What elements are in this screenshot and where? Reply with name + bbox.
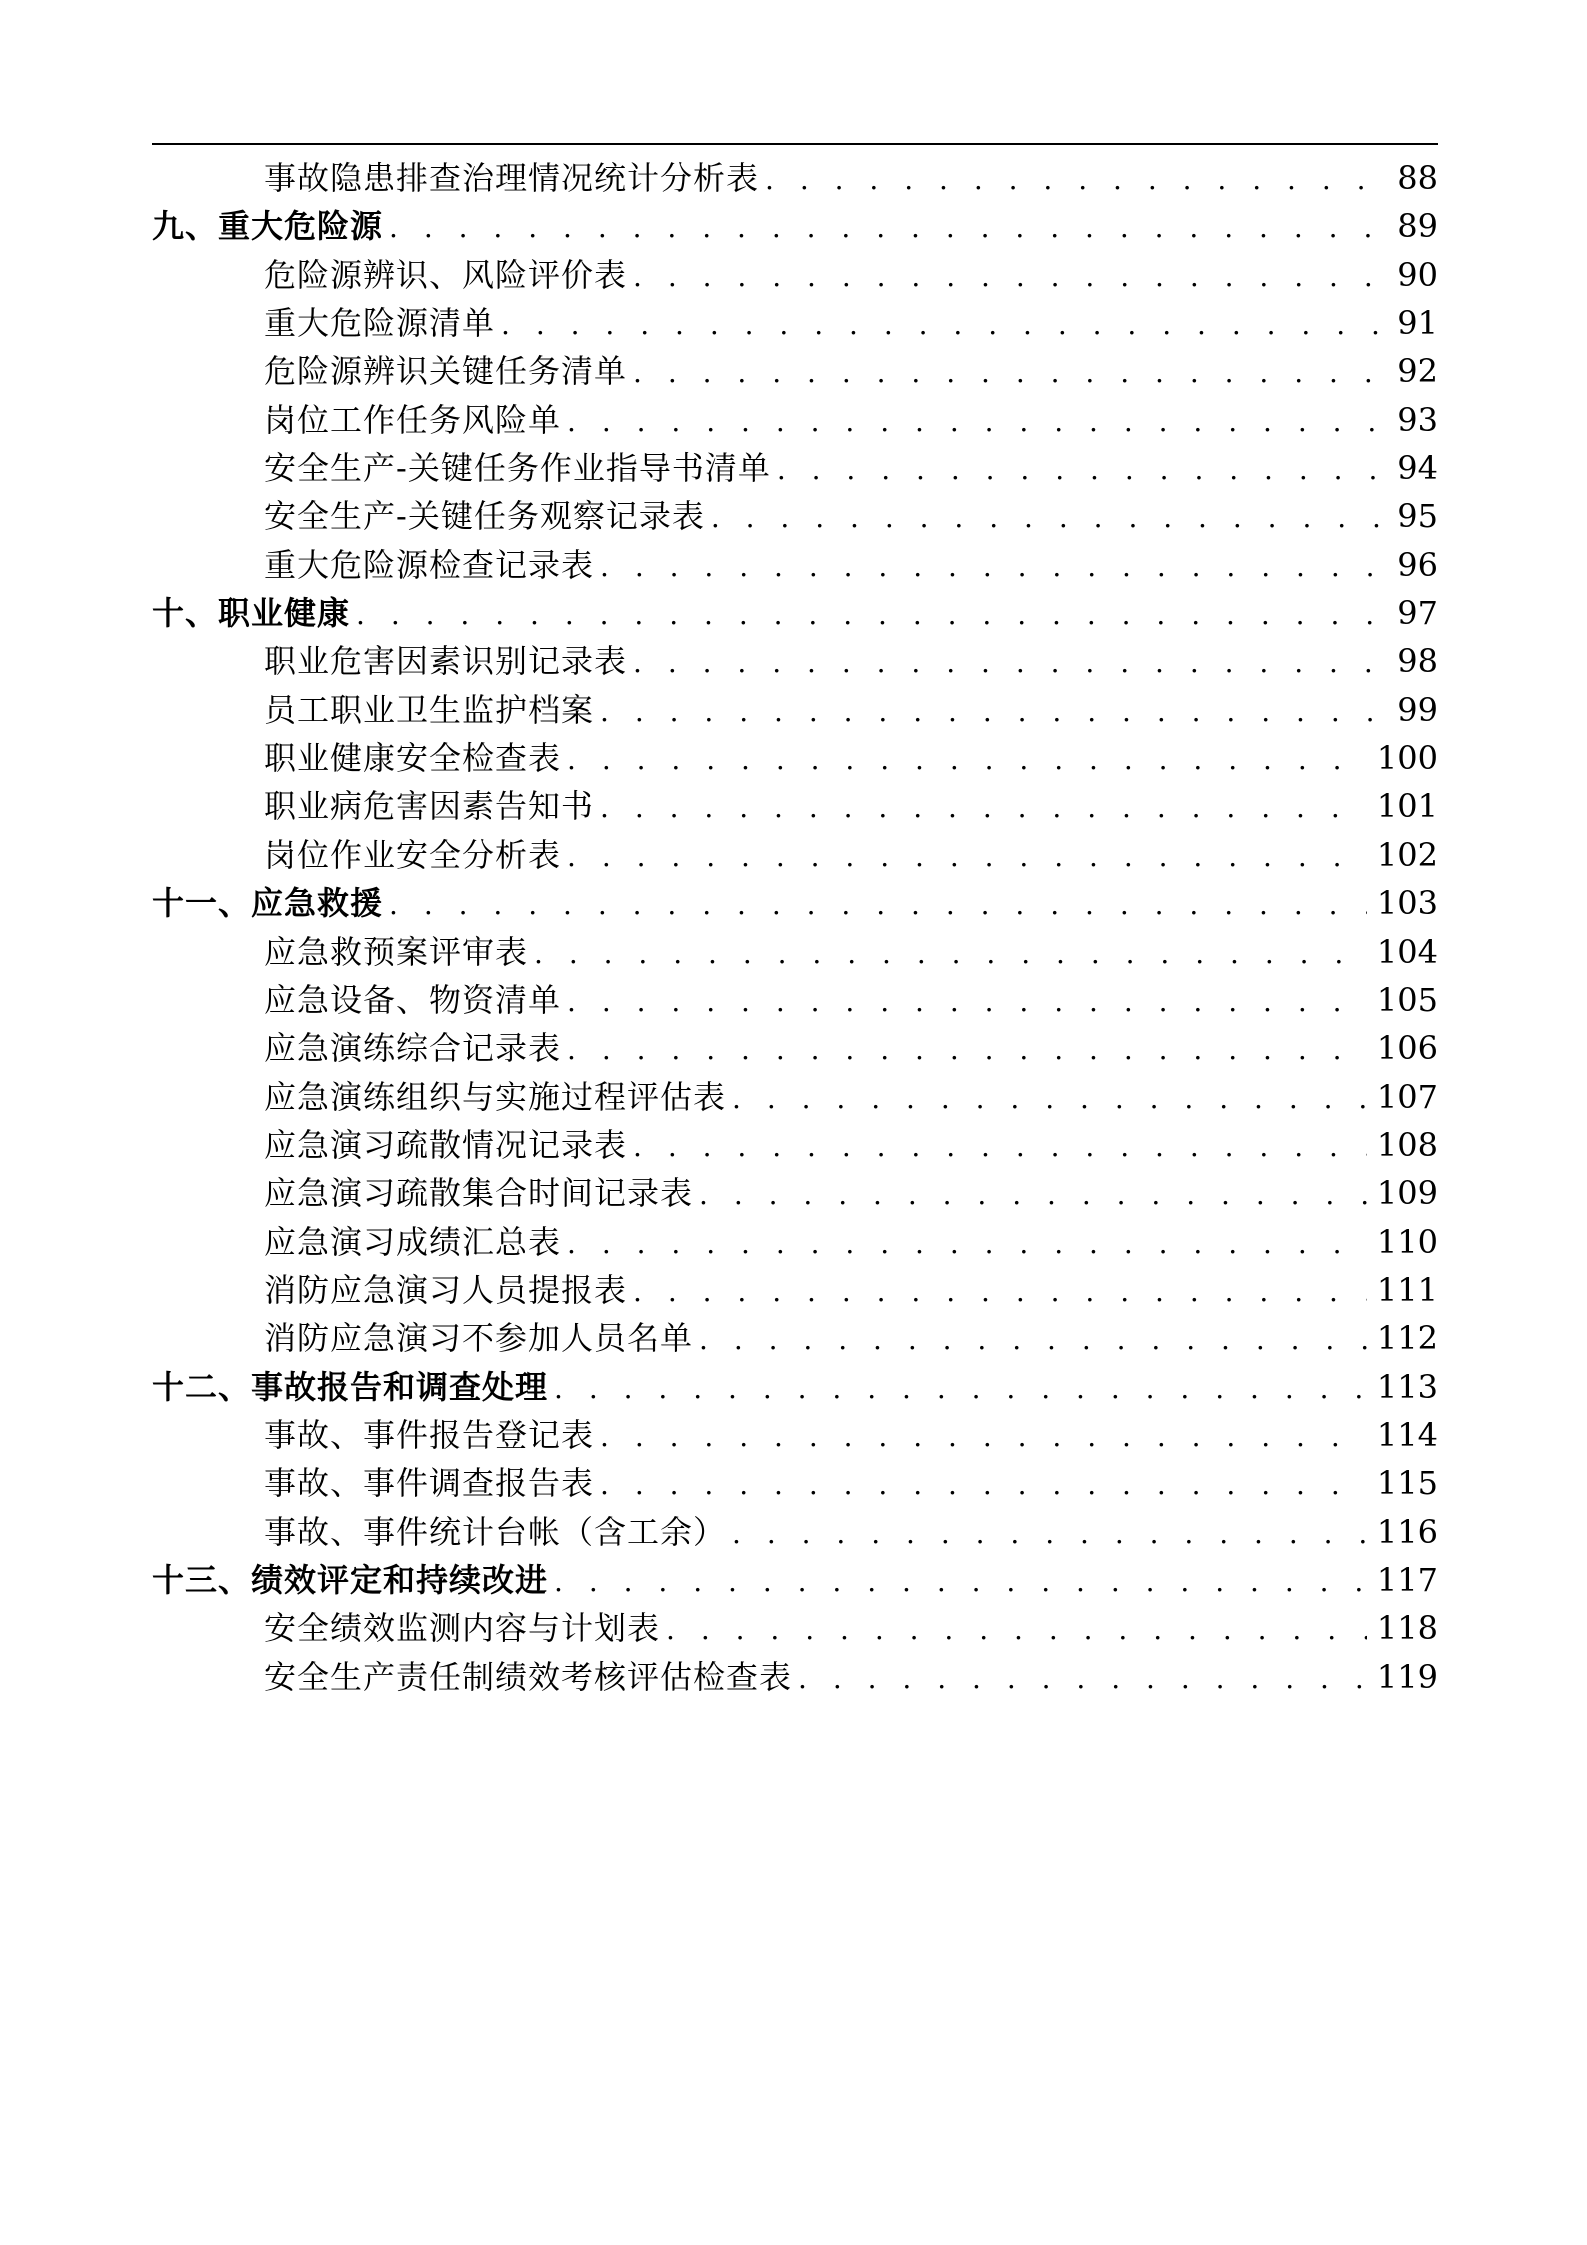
dot-leader (699, 1316, 1367, 1364)
dot-leader (554, 1365, 1367, 1413)
toc-entry-title: 岗位工作任务风险单 (264, 400, 562, 439)
toc-page-number: 114 (1376, 1415, 1438, 1454)
toc-page-number: 90 (1397, 255, 1438, 294)
toc-entry-title: 九、重大危险源 (152, 207, 384, 246)
toc-subsection-entry[interactable] (152, 541, 1438, 589)
toc-subsection-entry[interactable] (152, 347, 1438, 395)
toc-page-number: 108 (1376, 1125, 1438, 1164)
toc-entry-title: 十、职业健康 (152, 594, 351, 633)
toc-subsection-entry[interactable] (152, 734, 1438, 782)
toc-entry-title: 危险源辨识、风险评价表 (264, 255, 628, 294)
toc-entry-title: 十一、应急救援 (152, 884, 384, 923)
toc-entry-title: 事故、事件报告登记表 (264, 1415, 595, 1454)
toc-section-entry[interactable] (152, 1363, 1438, 1411)
toc-entry-title: 职业健康安全检查表 (264, 739, 562, 778)
toc-entry-title: 职业病危害因素告知书 (264, 787, 595, 826)
toc-subsection-entry[interactable] (152, 1073, 1438, 1121)
toc-page-number: 94 (1397, 449, 1438, 488)
toc-page-number: 97 (1397, 594, 1438, 633)
toc-subsection-entry[interactable] (152, 251, 1438, 299)
dot-leader (600, 784, 1367, 832)
toc-subsection-entry[interactable] (152, 1266, 1438, 1314)
dot-leader (798, 1655, 1367, 1703)
toc-entry-title: 安全绩效监测内容与计划表 (264, 1609, 661, 1648)
dot-leader (633, 1268, 1367, 1316)
toc-page-number: 98 (1397, 642, 1438, 681)
toc-subsection-entry[interactable] (152, 1169, 1438, 1217)
toc-subsection-entry[interactable] (152, 637, 1438, 685)
dot-leader (633, 639, 1387, 687)
dot-leader (389, 204, 1387, 252)
toc-page-number: 115 (1376, 1464, 1438, 1503)
toc-subsection-entry[interactable] (152, 831, 1438, 879)
toc-subsection-entry[interactable] (152, 492, 1438, 540)
dot-leader (501, 301, 1387, 349)
toc-page-number: 93 (1397, 400, 1438, 439)
toc-entry-title: 应急演练综合记录表 (264, 1029, 562, 1068)
toc-page-number: 113 (1376, 1367, 1438, 1406)
toc-entry-title: 安全生产-关键任务作业指导书清单 (264, 449, 771, 488)
toc-entry-title: 安全生产-关键任务观察记录表 (264, 497, 705, 536)
toc-subsection-entry[interactable] (152, 444, 1438, 492)
dot-leader (732, 1075, 1367, 1123)
toc-page-number: 107 (1376, 1077, 1438, 1116)
dot-leader (567, 1026, 1367, 1074)
toc-subsection-entry[interactable] (152, 686, 1438, 734)
toc-subsection-entry[interactable] (152, 396, 1438, 444)
dot-leader (633, 349, 1387, 397)
toc-entry-title: 应急救预案评审表 (264, 932, 529, 971)
toc-subsection-entry[interactable] (152, 928, 1438, 976)
dot-leader (356, 591, 1387, 639)
dot-leader (567, 1220, 1367, 1268)
toc-page-number: 89 (1397, 207, 1438, 246)
toc-entry-title: 消防应急演习人员提报表 (264, 1270, 628, 1309)
toc-entry-title: 安全生产责任制绩效考核评估检查表 (264, 1657, 793, 1696)
toc-subsection-entry[interactable] (152, 1024, 1438, 1072)
toc-page-number: 101 (1376, 787, 1438, 826)
toc-page-number: 109 (1376, 1174, 1438, 1213)
toc-page-number: 104 (1376, 932, 1438, 971)
dot-leader (567, 833, 1367, 881)
toc-page-number: 110 (1376, 1222, 1438, 1261)
toc-entry-title: 重大危险源检查记录表 (264, 545, 595, 584)
toc-entry-title: 岗位作业安全分析表 (264, 835, 562, 874)
toc-subsection-entry[interactable] (152, 299, 1438, 347)
toc-page-number: 95 (1397, 497, 1438, 536)
toc-entry-title: 危险源辨识关键任务清单 (264, 352, 628, 391)
toc-section-entry[interactable] (152, 202, 1438, 250)
toc-page-number: 116 (1376, 1512, 1438, 1551)
toc-entry-title: 职业危害因素识别记录表 (264, 642, 628, 681)
toc-subsection-entry[interactable] (152, 1508, 1438, 1556)
dot-leader (633, 253, 1387, 301)
dot-leader (600, 543, 1387, 591)
toc-subsection-entry[interactable] (152, 154, 1438, 202)
toc-subsection-entry[interactable] (152, 976, 1438, 1024)
toc-section-entry[interactable] (152, 1556, 1438, 1604)
toc-entry-title: 应急设备、物资清单 (264, 980, 562, 1019)
toc-page-number: 100 (1376, 739, 1438, 778)
toc-page-number: 88 (1397, 159, 1438, 197)
dot-leader (600, 1413, 1367, 1461)
toc-subsection-entry[interactable] (152, 1218, 1438, 1266)
toc-section-entry[interactable] (152, 589, 1438, 637)
table-of-contents (152, 154, 1438, 1701)
dot-leader (699, 1171, 1367, 1219)
toc-subsection-entry[interactable] (152, 1653, 1438, 1701)
toc-page-number: 91 (1397, 304, 1438, 343)
toc-entry-title: 十二、事故报告和调查处理 (152, 1367, 549, 1406)
dot-leader (600, 688, 1387, 736)
toc-subsection-entry[interactable] (152, 1604, 1438, 1652)
header-rule (152, 143, 1438, 145)
dot-leader (567, 978, 1367, 1026)
toc-entry-title: 事故、事件调查报告表 (264, 1464, 595, 1503)
toc-subsection-entry[interactable] (152, 1314, 1438, 1362)
toc-page-number: 119 (1376, 1657, 1438, 1696)
toc-section-entry[interactable] (152, 879, 1438, 927)
toc-page-number: 105 (1376, 980, 1438, 1019)
dot-leader (666, 1606, 1367, 1654)
toc-entry-title: 应急演习疏散情况记录表 (264, 1125, 628, 1164)
toc-page-number: 102 (1376, 835, 1438, 874)
dot-leader (554, 1558, 1367, 1606)
dot-leader (600, 1461, 1367, 1509)
toc-page-number: 92 (1397, 352, 1438, 391)
toc-page-number: 103 (1376, 884, 1438, 923)
toc-page-number: 118 (1376, 1609, 1438, 1648)
toc-subsection-entry[interactable] (152, 1459, 1438, 1507)
dot-leader (633, 1123, 1367, 1171)
toc-page-number: 111 (1376, 1270, 1438, 1309)
dot-leader (732, 1510, 1367, 1558)
toc-entry-title: 应急演习成绩汇总表 (264, 1222, 562, 1261)
toc-page-number: 112 (1376, 1319, 1438, 1358)
toc-page-number: 117 (1376, 1560, 1438, 1599)
toc-entry-title: 事故隐患排查治理情况统计分析表 (264, 159, 760, 197)
dot-leader (534, 930, 1367, 978)
toc-page-number: 99 (1397, 690, 1438, 729)
toc-subsection-entry[interactable] (152, 782, 1438, 830)
toc-entry-title: 重大危险源清单 (264, 304, 496, 343)
toc-entry-title: 十三、绩效评定和持续改进 (152, 1560, 549, 1599)
dot-leader (765, 156, 1387, 204)
toc-entry-title: 应急演练组织与实施过程评估表 (264, 1077, 727, 1116)
dot-leader (567, 736, 1367, 784)
toc-page-number: 106 (1376, 1029, 1438, 1068)
toc-page-number: 96 (1397, 545, 1438, 584)
toc-subsection-entry[interactable] (152, 1121, 1438, 1169)
dot-leader (711, 494, 1387, 542)
toc-entry-title: 应急演习疏散集合时间记录表 (264, 1174, 694, 1213)
toc-entry-title: 员工职业卫生监护档案 (264, 690, 595, 729)
toc-entry-title: 消防应急演习不参加人员名单 (264, 1319, 694, 1358)
toc-subsection-entry[interactable] (152, 1411, 1438, 1459)
dot-leader (389, 881, 1367, 929)
toc-entry-title: 事故、事件统计台帐（含工余） (264, 1512, 727, 1551)
dot-leader (567, 398, 1387, 446)
dot-leader (777, 446, 1387, 494)
